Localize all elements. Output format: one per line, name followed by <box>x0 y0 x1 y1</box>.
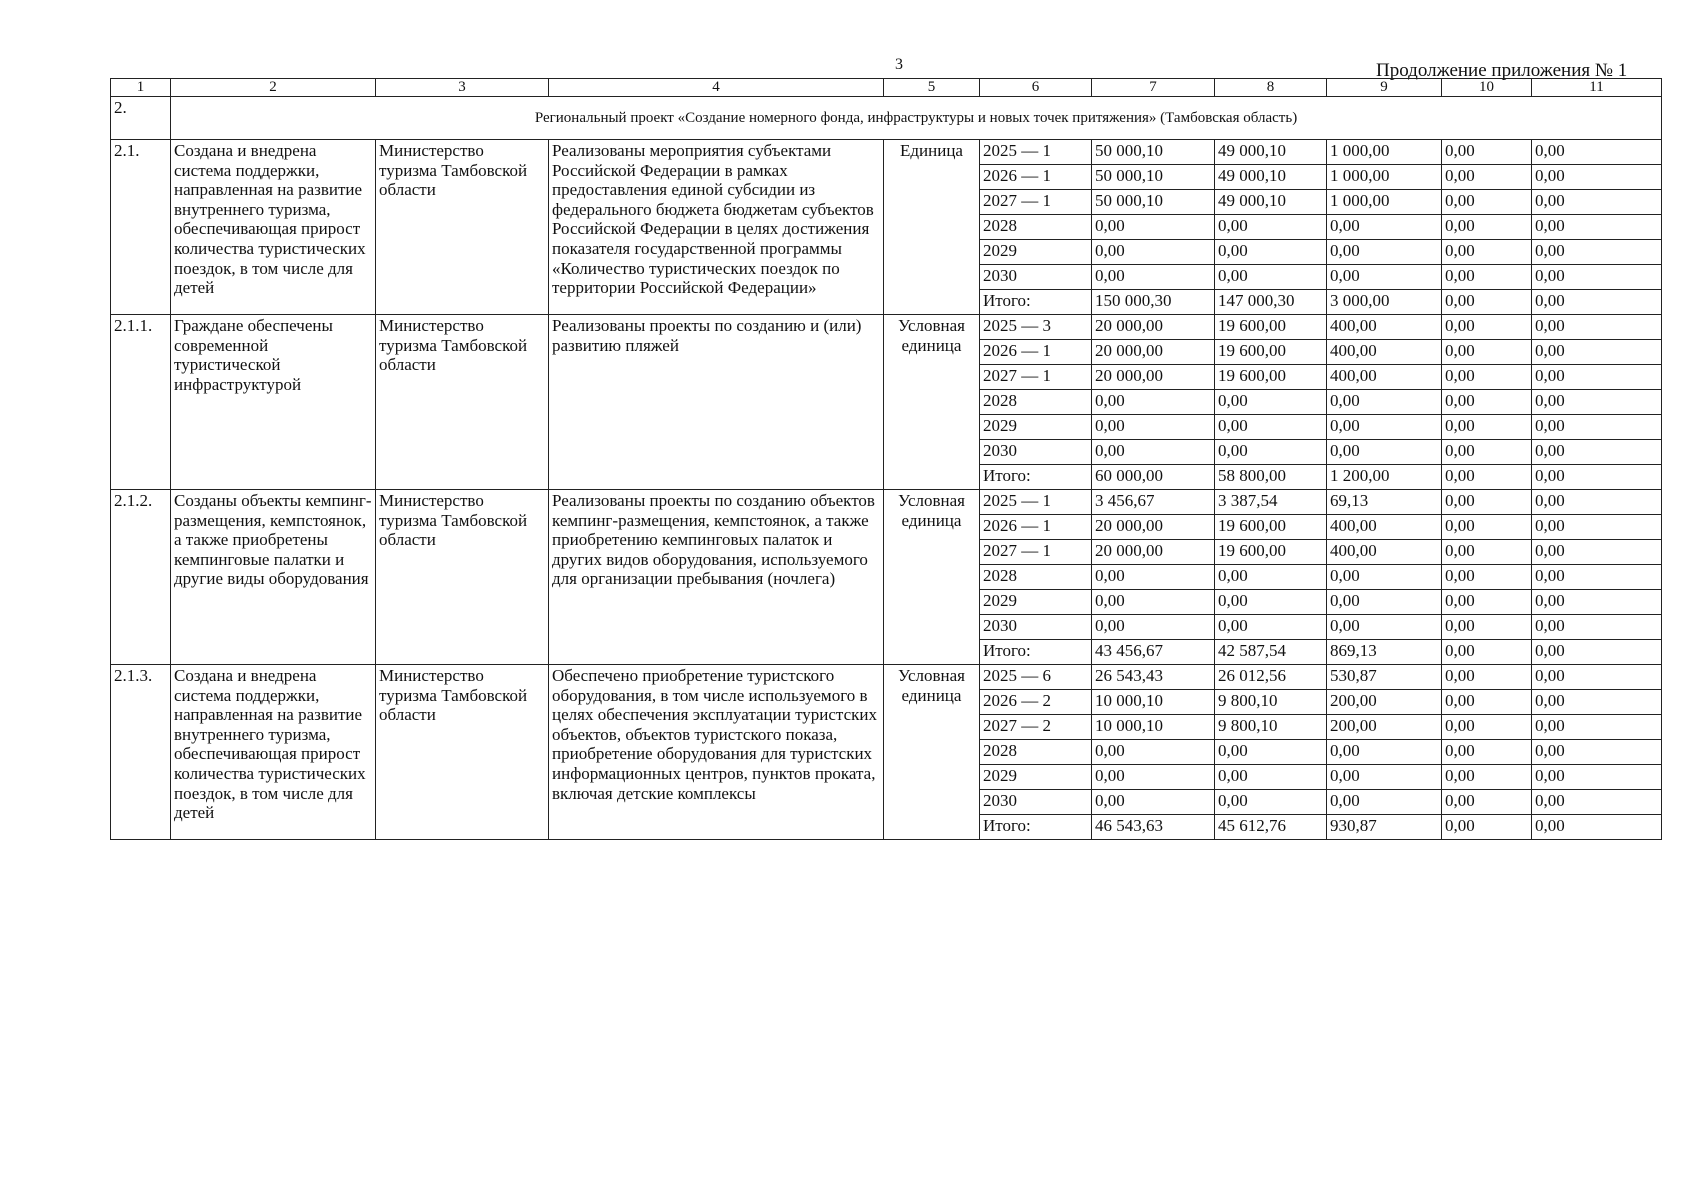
column-number: 10 <box>1442 79 1532 97</box>
amount-cell: 0,00 <box>1532 440 1662 465</box>
amount-cell: 10 000,10 <box>1092 690 1215 715</box>
amount-cell: 26 543,43 <box>1092 665 1215 690</box>
section-unit: Условная единица <box>884 665 980 840</box>
amount-cell: 1 200,00 <box>1327 465 1442 490</box>
year-cell: 2027 — 1 <box>980 540 1092 565</box>
section-responsible: Министерство туризма Тамбовской области <box>376 315 549 490</box>
amount-cell: 0,00 <box>1532 190 1662 215</box>
amount-cell: 0,00 <box>1532 515 1662 540</box>
amount-cell: 0,00 <box>1442 815 1532 840</box>
amount-cell: 0,00 <box>1442 340 1532 365</box>
amount-cell: 0,00 <box>1532 315 1662 340</box>
amount-cell: 0,00 <box>1327 590 1442 615</box>
amount-cell: 0,00 <box>1442 665 1532 690</box>
section-result: Создана и внедрена система поддержки, направленная на развитие внутреннего туризма, обеспечивающая прирост количества туристических поездок, в том числе для детей <box>171 665 376 840</box>
amount-cell: 0,00 <box>1532 690 1662 715</box>
amount-cell: 19 600,00 <box>1215 365 1327 390</box>
year-cell: 2027 — 2 <box>980 715 1092 740</box>
section-description: Реализованы проекты по созданию и (или) развитию пляжей <box>549 315 884 490</box>
year-cell: 2026 — 1 <box>980 340 1092 365</box>
amount-cell: 400,00 <box>1327 515 1442 540</box>
amount-cell: 9 800,10 <box>1215 690 1327 715</box>
amount-cell: 0,00 <box>1532 265 1662 290</box>
amount-cell: 1 000,00 <box>1327 140 1442 165</box>
amount-cell: 0,00 <box>1092 215 1215 240</box>
amount-cell: 60 000,00 <box>1092 465 1215 490</box>
section-description: Реализованы мероприятия субъектами Российской Федерации в рамках предоставления единой субсидии из федерального бюджета бюджетам субъектов Российской Федерации в целях достижения показателя государственной программы «Количество туристических поездок по территории Российской Федерации» <box>549 140 884 315</box>
year-cell: 2030 <box>980 265 1092 290</box>
amount-cell: 0,00 <box>1532 165 1662 190</box>
amount-cell: 19 600,00 <box>1215 315 1327 340</box>
amount-cell: 0,00 <box>1092 390 1215 415</box>
amount-cell: 0,00 <box>1442 215 1532 240</box>
year-cell: 2026 — 1 <box>980 165 1092 190</box>
column-number: 1 <box>111 79 171 97</box>
year-cell: 2028 <box>980 740 1092 765</box>
project-number: 2. <box>111 97 171 140</box>
amount-cell: 869,13 <box>1327 640 1442 665</box>
amount-cell: 0,00 <box>1327 565 1442 590</box>
amount-cell: 0,00 <box>1442 640 1532 665</box>
section-result: Граждане обеспечены современной туристической инфраструктурой <box>171 315 376 490</box>
amount-cell: 0,00 <box>1442 440 1532 465</box>
amount-cell: 0,00 <box>1442 140 1532 165</box>
amount-cell: 0,00 <box>1442 465 1532 490</box>
amount-cell: 400,00 <box>1327 365 1442 390</box>
amount-cell: 0,00 <box>1532 390 1662 415</box>
financing-table <box>110 78 1662 840</box>
amount-cell: 0,00 <box>1442 365 1532 390</box>
amount-cell: 0,00 <box>1442 740 1532 765</box>
amount-cell: 0,00 <box>1532 815 1662 840</box>
amount-cell: 150 000,30 <box>1092 290 1215 315</box>
section-responsible: Министерство туризма Тамбовской области <box>376 140 549 315</box>
amount-cell: 0,00 <box>1442 690 1532 715</box>
amount-cell: 20 000,00 <box>1092 540 1215 565</box>
amount-cell: 0,00 <box>1215 565 1327 590</box>
amount-cell: 0,00 <box>1532 740 1662 765</box>
amount-cell: 0,00 <box>1532 765 1662 790</box>
year-cell: 2027 — 1 <box>980 190 1092 215</box>
section-row <box>111 140 1662 165</box>
amount-cell: 0,00 <box>1092 790 1215 815</box>
column-number: 6 <box>980 79 1092 97</box>
amount-cell: 0,00 <box>1215 240 1327 265</box>
year-cell: 2025 — 1 <box>980 490 1092 515</box>
amount-cell: 0,00 <box>1327 615 1442 640</box>
amount-cell: 0,00 <box>1532 490 1662 515</box>
year-cell: 2030 <box>980 440 1092 465</box>
amount-cell: 50 000,10 <box>1092 165 1215 190</box>
year-cell: 2027 — 1 <box>980 365 1092 390</box>
amount-cell: 0,00 <box>1327 265 1442 290</box>
amount-cell: 0,00 <box>1327 240 1442 265</box>
amount-cell: 0,00 <box>1532 790 1662 815</box>
amount-cell: 0,00 <box>1092 740 1215 765</box>
amount-cell: 0,00 <box>1532 540 1662 565</box>
amount-cell: 400,00 <box>1327 340 1442 365</box>
amount-cell: 0,00 <box>1215 590 1327 615</box>
amount-cell: 0,00 <box>1215 790 1327 815</box>
amount-cell: 0,00 <box>1442 165 1532 190</box>
amount-cell: 20 000,00 <box>1092 365 1215 390</box>
project-row <box>111 97 1662 140</box>
amount-cell: 0,00 <box>1215 440 1327 465</box>
amount-cell: 0,00 <box>1442 390 1532 415</box>
amount-cell: 0,00 <box>1442 240 1532 265</box>
section-result: Созданы объекты кемпинг-размещения, кемпстоянок, а также приобретены кемпинговые палатки и другие виды оборудования <box>171 490 376 665</box>
year-cell: 2029 <box>980 590 1092 615</box>
amount-cell: 0,00 <box>1215 615 1327 640</box>
amount-cell: 0,00 <box>1532 340 1662 365</box>
amount-cell: 50 000,10 <box>1092 140 1215 165</box>
amount-cell: 0,00 <box>1532 365 1662 390</box>
amount-cell: 0,00 <box>1532 415 1662 440</box>
amount-cell: 49 000,10 <box>1215 165 1327 190</box>
column-number: 2 <box>171 79 376 97</box>
amount-cell: 0,00 <box>1215 215 1327 240</box>
amount-cell: 20 000,00 <box>1092 515 1215 540</box>
amount-cell: 0,00 <box>1532 640 1662 665</box>
amount-cell: 49 000,10 <box>1215 190 1327 215</box>
amount-cell: 0,00 <box>1532 565 1662 590</box>
section-responsible: Министерство туризма Тамбовской области <box>376 665 549 840</box>
year-cell: 2030 <box>980 790 1092 815</box>
amount-cell: 1 000,00 <box>1327 165 1442 190</box>
year-cell: Итого: <box>980 290 1092 315</box>
year-cell: Итого: <box>980 815 1092 840</box>
amount-cell: 0,00 <box>1532 290 1662 315</box>
section-row <box>111 665 1662 690</box>
column-number: 11 <box>1532 79 1662 97</box>
amount-cell: 50 000,10 <box>1092 190 1215 215</box>
section-row <box>111 490 1662 515</box>
year-cell: 2026 — 1 <box>980 515 1092 540</box>
amount-cell: 0,00 <box>1442 290 1532 315</box>
year-cell: 2028 <box>980 215 1092 240</box>
amount-cell: 0,00 <box>1327 440 1442 465</box>
amount-cell: 0,00 <box>1442 790 1532 815</box>
amount-cell: 0,00 <box>1532 140 1662 165</box>
amount-cell: 0,00 <box>1442 515 1532 540</box>
amount-cell: 0,00 <box>1092 590 1215 615</box>
year-cell: 2026 — 2 <box>980 690 1092 715</box>
amount-cell: 0,00 <box>1092 440 1215 465</box>
amount-cell: 1 000,00 <box>1327 190 1442 215</box>
amount-cell: 10 000,10 <box>1092 715 1215 740</box>
amount-cell: 0,00 <box>1532 715 1662 740</box>
amount-cell: 26 012,56 <box>1215 665 1327 690</box>
column-number: 7 <box>1092 79 1215 97</box>
amount-cell: 147 000,30 <box>1215 290 1327 315</box>
amount-cell: 0,00 <box>1532 590 1662 615</box>
amount-cell: 19 600,00 <box>1215 340 1327 365</box>
section-unit: Условная единица <box>884 490 980 665</box>
amount-cell: 0,00 <box>1092 765 1215 790</box>
amount-cell: 0,00 <box>1327 790 1442 815</box>
section-number: 2.1.1. <box>111 315 171 490</box>
section-number: 2.1.3. <box>111 665 171 840</box>
year-cell: 2028 <box>980 565 1092 590</box>
section-number: 2.1. <box>111 140 171 315</box>
amount-cell: 49 000,10 <box>1215 140 1327 165</box>
section-responsible: Министерство туризма Тамбовской области <box>376 490 549 665</box>
amount-cell: 0,00 <box>1532 215 1662 240</box>
amount-cell: 42 587,54 <box>1215 640 1327 665</box>
year-cell: 2030 <box>980 615 1092 640</box>
amount-cell: 0,00 <box>1092 415 1215 440</box>
section-description: Реализованы проекты по созданию объектов кемпинг-размещения, кемпстоянок, а также приобретению кемпинговых палаток и других видов оборудования, используемого для организации пребывания (ночлега) <box>549 490 884 665</box>
amount-cell: 0,00 <box>1442 615 1532 640</box>
amount-cell: 0,00 <box>1215 390 1327 415</box>
amount-cell: 0,00 <box>1442 265 1532 290</box>
column-number: 5 <box>884 79 980 97</box>
column-number: 8 <box>1215 79 1327 97</box>
amount-cell: 200,00 <box>1327 690 1442 715</box>
year-cell: 2029 <box>980 765 1092 790</box>
amount-cell: 46 543,63 <box>1092 815 1215 840</box>
year-cell: Итого: <box>980 465 1092 490</box>
amount-cell: 0,00 <box>1442 540 1532 565</box>
amount-cell: 0,00 <box>1532 665 1662 690</box>
amount-cell: 0,00 <box>1442 565 1532 590</box>
year-cell: 2029 <box>980 240 1092 265</box>
amount-cell: 930,87 <box>1327 815 1442 840</box>
amount-cell: 0,00 <box>1327 415 1442 440</box>
amount-cell: 0,00 <box>1327 740 1442 765</box>
amount-cell: 0,00 <box>1442 590 1532 615</box>
amount-cell: 3 000,00 <box>1327 290 1442 315</box>
amount-cell: 0,00 <box>1215 415 1327 440</box>
amount-cell: 0,00 <box>1215 265 1327 290</box>
amount-cell: 45 612,76 <box>1215 815 1327 840</box>
section-result: Создана и внедрена система поддержки, направленная на развитие внутреннего туризма, обеспечивающая прирост количества туристических поездок, в том числе для детей <box>171 140 376 315</box>
year-cell: Итого: <box>980 640 1092 665</box>
continuation-label: Продолжение приложения № 1 <box>1376 60 1628 81</box>
amount-cell: 0,00 <box>1442 315 1532 340</box>
column-number-row <box>111 79 1662 97</box>
year-cell: 2025 — 3 <box>980 315 1092 340</box>
year-cell: 2028 <box>980 390 1092 415</box>
section-unit: Условная единица <box>884 315 980 490</box>
section-row <box>111 315 1662 340</box>
amount-cell: 0,00 <box>1215 740 1327 765</box>
section-unit: Единица <box>884 140 980 315</box>
amount-cell: 0,00 <box>1442 190 1532 215</box>
amount-cell: 0,00 <box>1092 615 1215 640</box>
amount-cell: 530,87 <box>1327 665 1442 690</box>
amount-cell: 400,00 <box>1327 315 1442 340</box>
amount-cell: 200,00 <box>1327 715 1442 740</box>
amount-cell: 0,00 <box>1092 265 1215 290</box>
amount-cell: 20 000,00 <box>1092 315 1215 340</box>
amount-cell: 0,00 <box>1532 615 1662 640</box>
amount-cell: 19 600,00 <box>1215 515 1327 540</box>
amount-cell: 20 000,00 <box>1092 340 1215 365</box>
page-number: 3 <box>895 56 903 73</box>
amount-cell: 0,00 <box>1327 765 1442 790</box>
section-description: Обеспечено приобретение туристского оборудования, в том числе используемого в целях обеспечения эксплуатации туристских объектов, объектов туристского показа, приобретение оборудования для туристских информационных центров, пунктов проката, включая детские комплексы <box>549 665 884 840</box>
amount-cell: 58 800,00 <box>1215 465 1327 490</box>
amount-cell: 0,00 <box>1532 240 1662 265</box>
year-cell: 2025 — 1 <box>980 140 1092 165</box>
amount-cell: 0,00 <box>1092 240 1215 265</box>
year-cell: 2029 <box>980 415 1092 440</box>
amount-cell: 3 387,54 <box>1215 490 1327 515</box>
amount-cell: 9 800,10 <box>1215 715 1327 740</box>
amount-cell: 0,00 <box>1532 465 1662 490</box>
amount-cell: 43 456,67 <box>1092 640 1215 665</box>
amount-cell: 3 456,67 <box>1092 490 1215 515</box>
amount-cell: 0,00 <box>1442 490 1532 515</box>
column-number: 3 <box>376 79 549 97</box>
year-cell: 2025 — 6 <box>980 665 1092 690</box>
column-number: 9 <box>1327 79 1442 97</box>
column-number: 4 <box>549 79 884 97</box>
amount-cell: 19 600,00 <box>1215 540 1327 565</box>
amount-cell: 69,13 <box>1327 490 1442 515</box>
amount-cell: 0,00 <box>1215 765 1327 790</box>
amount-cell: 0,00 <box>1442 715 1532 740</box>
amount-cell: 0,00 <box>1327 215 1442 240</box>
amount-cell: 0,00 <box>1442 765 1532 790</box>
amount-cell: 0,00 <box>1327 390 1442 415</box>
amount-cell: 0,00 <box>1092 565 1215 590</box>
section-number: 2.1.2. <box>111 490 171 665</box>
amount-cell: 0,00 <box>1442 415 1532 440</box>
project-title: Региональный проект «Создание номерного фонда, инфраструктуры и новых точек притяжения» (Тамбовская область) <box>171 97 1662 140</box>
amount-cell: 400,00 <box>1327 540 1442 565</box>
